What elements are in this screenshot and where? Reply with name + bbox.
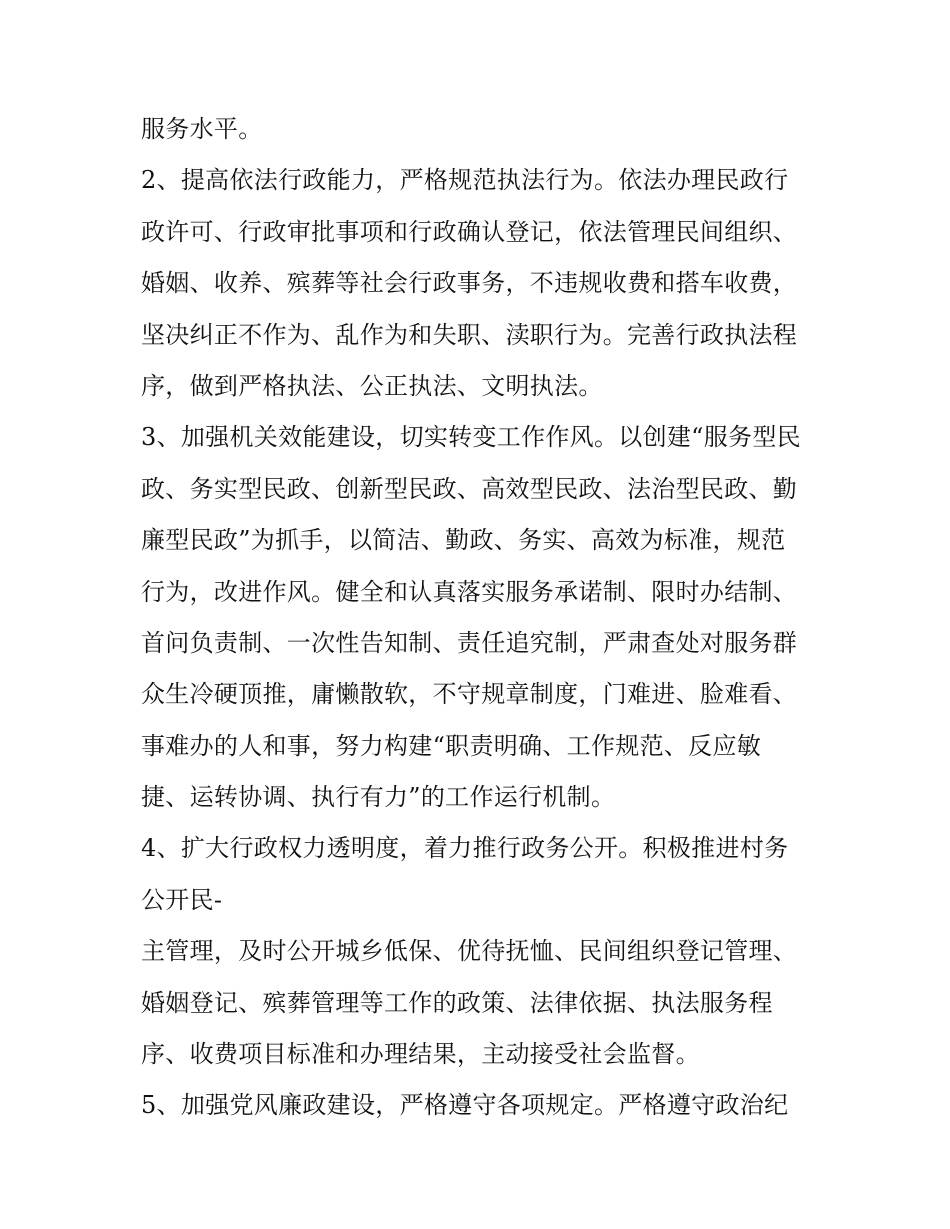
text-line: 政许可、行政审批事项和行政确认登记，依法管理民间组织、 (141, 217, 798, 246)
text-line: 服务水平。 (141, 115, 263, 143)
text-line: 4、扩大行政权力透明度，着力推行政务公开。积极推进村务 (141, 834, 789, 863)
text-line: 政、务实型民政、创新型民政、高效型民政、法治型民政、勤 (141, 474, 798, 503)
text-line: 2、提高依法行政能力，严格规范执法行为。依法办理民政行 (141, 166, 789, 195)
text-line: 婚姻、收养、殡葬等社会行政事务，不违规收费和搭车收费， (141, 269, 798, 298)
text-line: 捷、运转协调、执行有力”的工作运行机制。 (141, 783, 616, 812)
text-line: 行为，改进作风。健全和认真落实服务承诺制、限时办结制、 (141, 577, 798, 606)
text-line: 婚姻登记、殡葬管理等工作的政策、法律依据、执法服务程 (141, 988, 773, 1017)
text-line: 序，做到严格执法、公正执法、文明执法。 (141, 371, 603, 400)
text-line: 序、收费项目标准和办理结果，主动接受社会监督。 (141, 1040, 700, 1069)
text-line: 坚决纠正不作为、乱作为和失职、渎职行为。完善行政执法程 (141, 320, 798, 349)
text-line: 首问负责制、一次性告知制、责任追究制，严肃查处对服务群 (141, 628, 798, 657)
text-line: 3、加强机关效能建设，切实转变工作作风。以创建“服务型民 (141, 423, 801, 452)
text-line: 5、加强党风廉政建设，严格遵守各项规定。严格遵守政治纪 (141, 1091, 789, 1120)
text-line: 事难办的人和事，努力构建“职责明确、工作规范、反应敏 (141, 731, 762, 760)
document-body (141, 107, 821, 1135)
text-line: 众生冷硬顶推，庸懒散软，不守规章制度，门难进、脸难看、 (141, 680, 798, 709)
text-line: 主管理，及时公开城乡低保、优待抚恤、民间组织登记管理、 (141, 937, 798, 966)
text-line: 廉型民政”为抓手，以简洁、勤政、务实、高效为标准，规范 (141, 526, 786, 555)
text-line: 公开民- (141, 885, 223, 914)
